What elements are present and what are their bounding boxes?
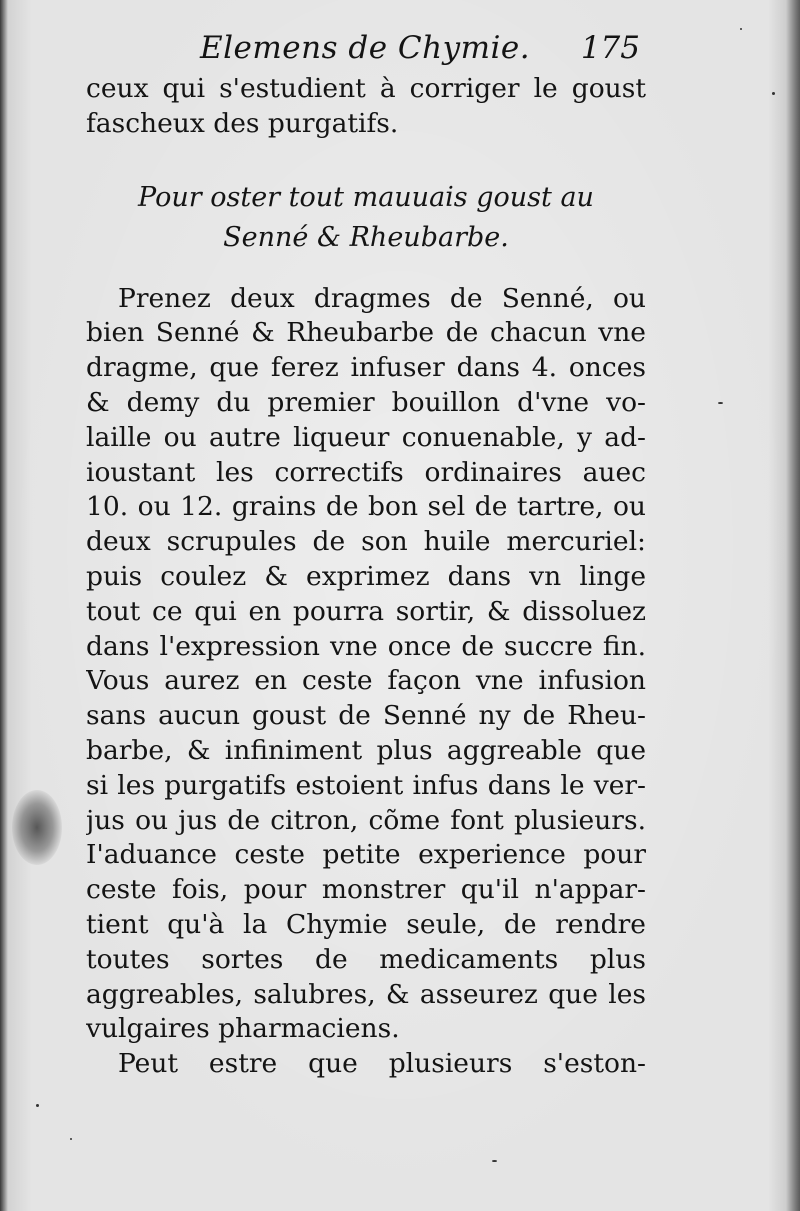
text-line: 10. ou 12. grains de bon sel de tartre, ou xyxy=(86,491,646,523)
section-heading-line-1: Pour oster tout mauuais goust au xyxy=(138,181,594,213)
text-line: ceste fois, pour monstrer qu'il n'appar- xyxy=(86,874,646,906)
text-line: tient qu'à la Chymie seule, de rendre xyxy=(86,908,646,940)
section-heading-line-2: Senné & Rheubarbe. xyxy=(223,221,509,253)
text-line: jus ou jus de citron, cõme font plusieurs. xyxy=(86,804,646,836)
text-line: I'aduance ceste petite experience pour xyxy=(86,839,646,871)
text-line: vulgaires pharmaciens. xyxy=(86,1013,400,1045)
text-line: & demy du premier bouillon d'vne vo- xyxy=(86,386,646,418)
text-line: deux scrupules de son huile mercuriel: xyxy=(86,526,646,558)
text-line: toutes sortes de medicaments plus xyxy=(86,943,646,975)
page-left-edge-shadow xyxy=(0,0,8,1211)
text-line: fascheux des purgatifs. xyxy=(86,107,399,139)
text-line: dans l'expression vne once de succre fin. xyxy=(86,630,646,662)
text-line: ioustant les correctifs ordinaires auec xyxy=(86,456,646,488)
running-head xyxy=(200,30,640,70)
text-line: tout ce qui en pourra sortir, & dissoluez xyxy=(86,595,646,627)
text-line: laille ou autre liqueur conuenable, y ad- xyxy=(86,421,646,453)
text-line: puis coulez & exprimez dans vn linge xyxy=(86,560,646,592)
text-line: Peut estre que plusieurs s'eston- xyxy=(118,1048,646,1080)
text-line: si les purgatifs estoient infus dans le ver- xyxy=(86,769,646,801)
speck xyxy=(36,1104,39,1107)
page-right-edge-shadow xyxy=(786,0,800,1211)
speck xyxy=(70,1138,72,1140)
speck xyxy=(740,28,742,30)
text-line: Vous aurez en ceste façon vne infusion xyxy=(86,665,646,697)
speck xyxy=(718,402,723,404)
text-line: bien Senné & Rheubarbe de chacun vne xyxy=(86,317,646,349)
speck xyxy=(492,1160,497,1162)
ink-stain xyxy=(12,790,62,865)
text-line: dragme, que ferez infuser dans 4. onces xyxy=(86,352,646,384)
text-line: aggreables, salubres, & asseurez que les xyxy=(86,978,646,1010)
text-block xyxy=(86,72,646,1082)
text-line: Prenez deux dragmes de Senné, ou xyxy=(118,282,646,314)
running-title: Elemens de Chymie. xyxy=(200,30,531,66)
text-line: ceux qui s'estudient à corriger le goust xyxy=(86,73,646,104)
text-line: barbe, & infiniment plus aggreable que xyxy=(86,734,646,766)
page-number: 175 xyxy=(580,30,640,66)
speck xyxy=(772,92,775,95)
text-line: sans aucun goust de Senné ny de Rheu- xyxy=(86,700,646,732)
spacer xyxy=(86,142,646,178)
spacer xyxy=(86,258,646,282)
